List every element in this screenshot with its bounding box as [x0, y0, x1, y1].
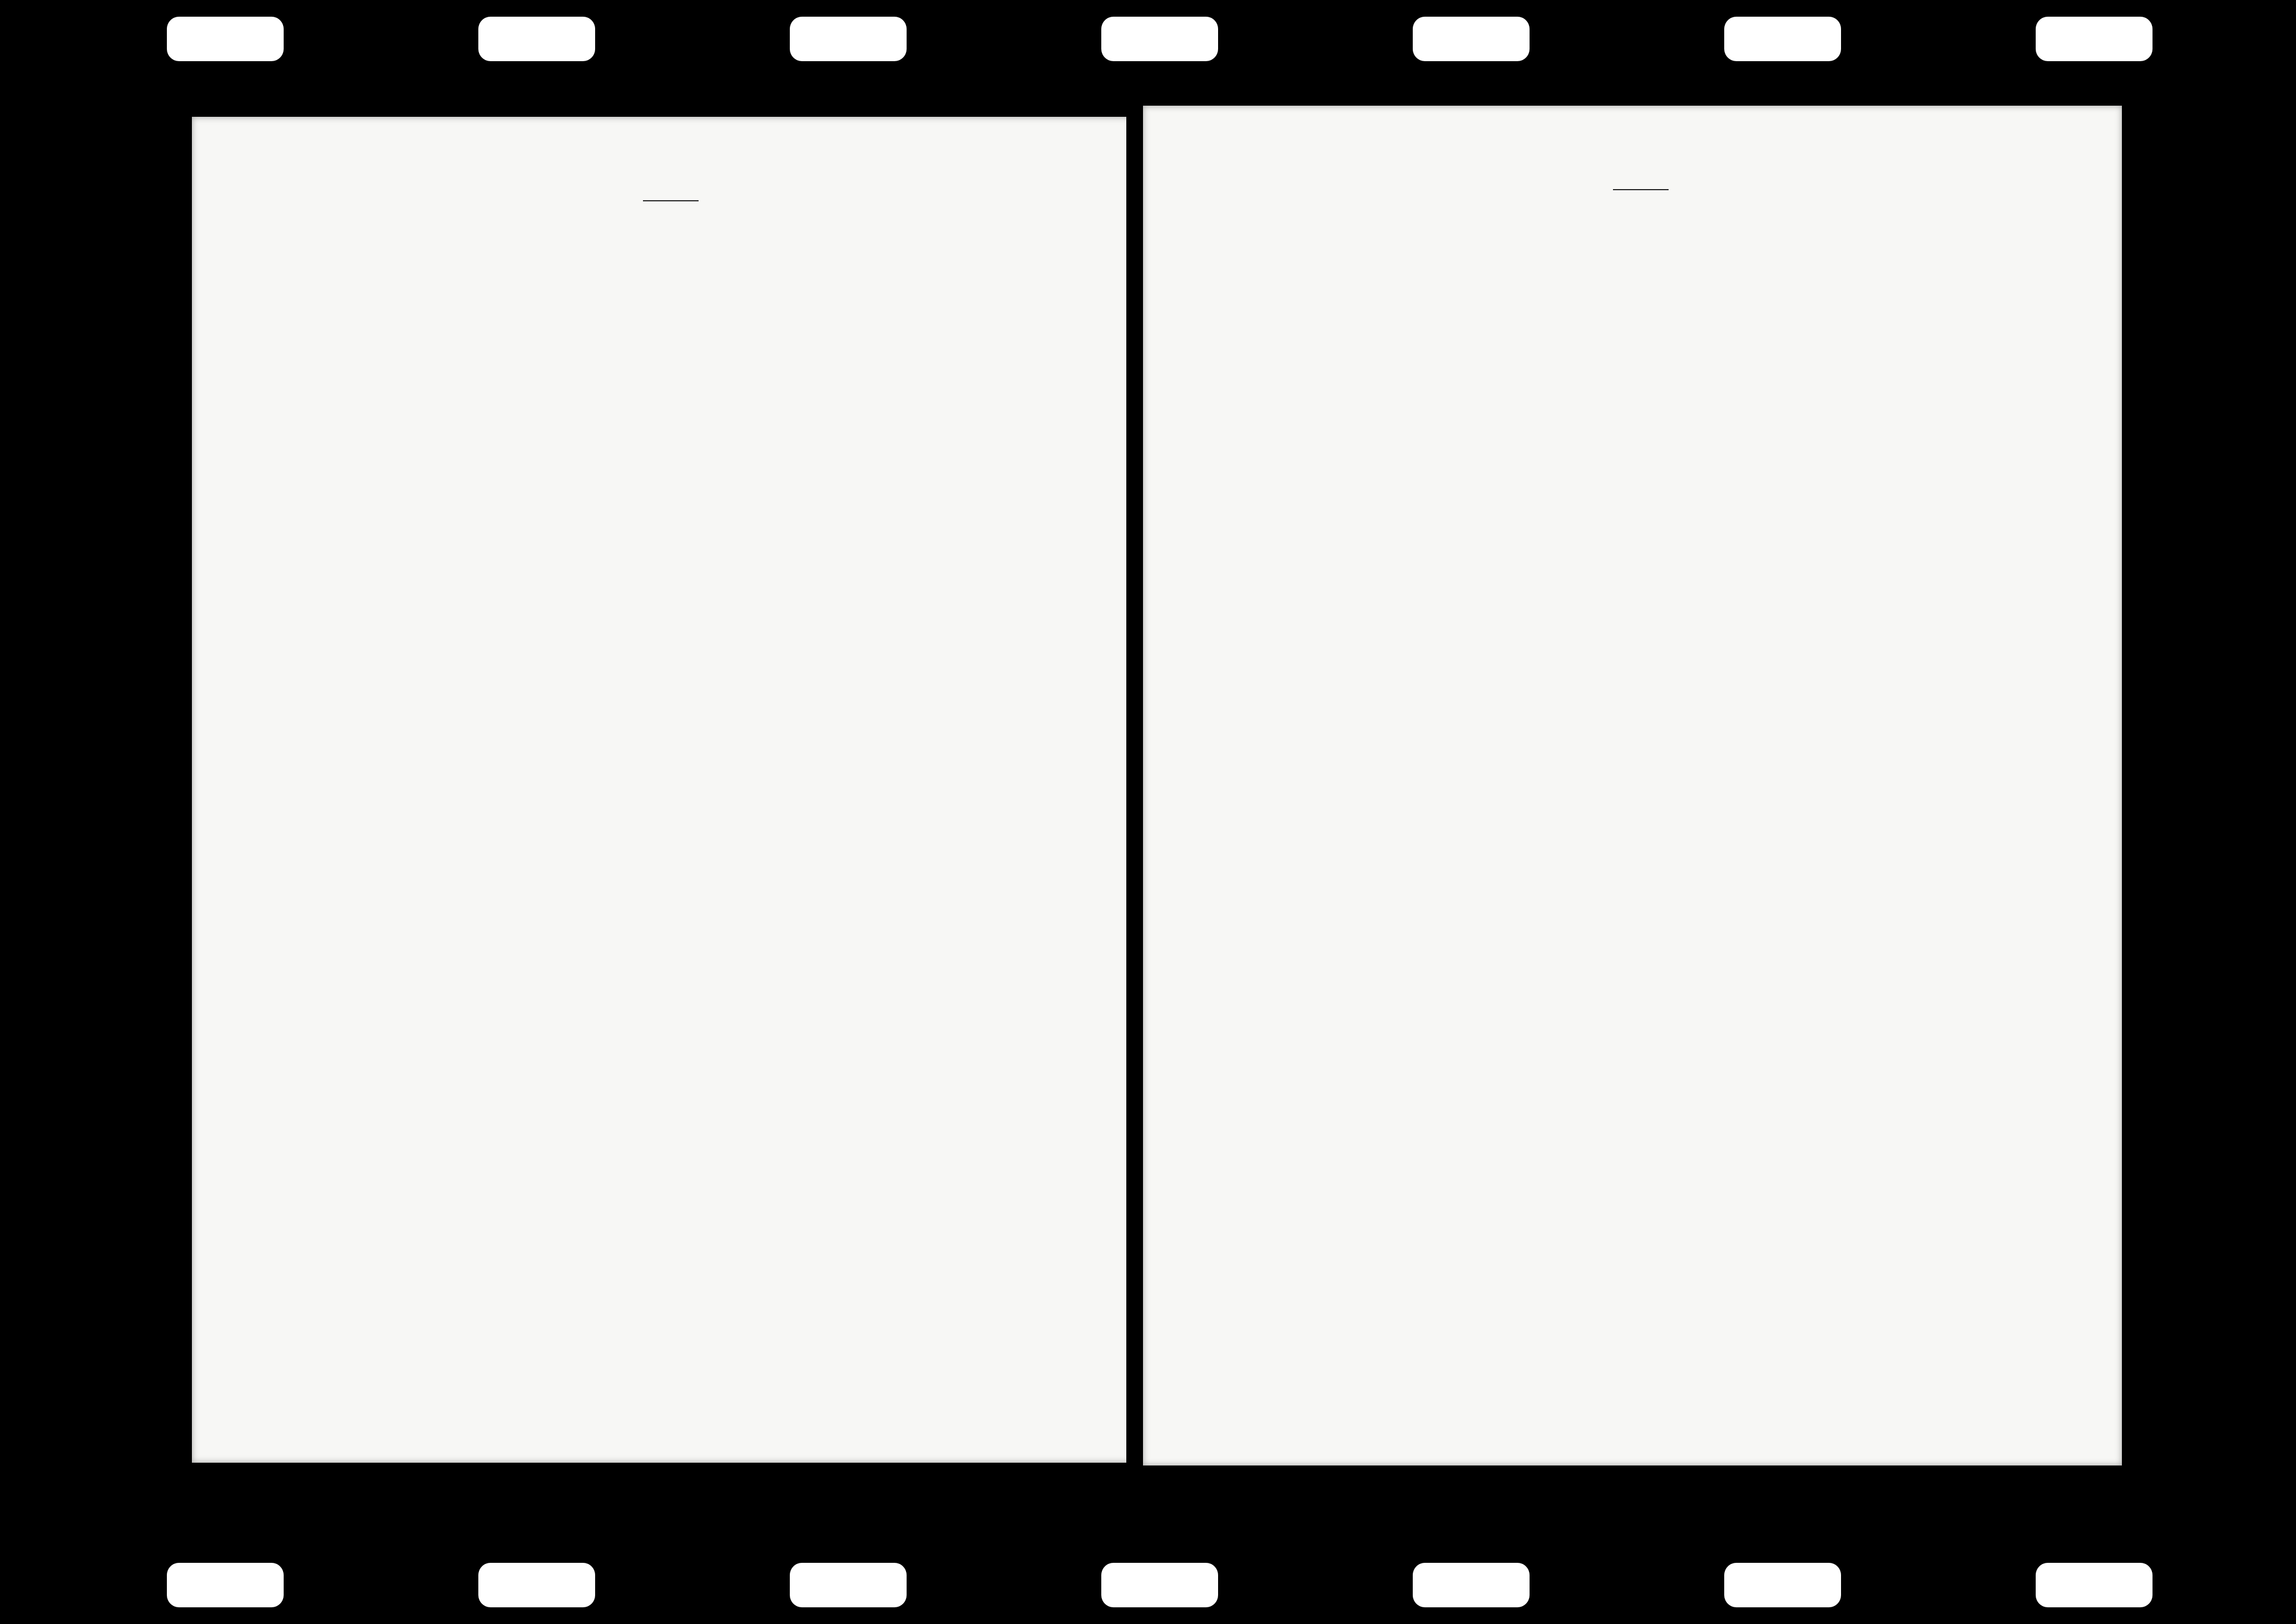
film-perforations-top: [0, 0, 2296, 78]
left-page: [192, 117, 1132, 1463]
perforation: [2036, 17, 2152, 61]
header-rule: [1613, 189, 1669, 190]
film-perforations-bottom: [0, 1546, 2296, 1624]
perforation: [1413, 1563, 1530, 1607]
right-page: [1143, 106, 2122, 1465]
perforation: [1724, 1563, 1841, 1607]
perforation: [1101, 17, 1218, 61]
text-column-1: [1226, 195, 1632, 1435]
perforation: [1724, 17, 1841, 61]
perforation: [790, 17, 907, 61]
perforation: [167, 1563, 284, 1607]
perforation: [2036, 1563, 2152, 1607]
perforation: [1413, 17, 1530, 61]
header-rule: [643, 200, 699, 201]
perforation: [1101, 1563, 1218, 1607]
text-column-1: [284, 206, 673, 1446]
text-column-2: [687, 206, 1076, 1446]
perforation: [790, 1563, 907, 1607]
perforation: [167, 17, 284, 61]
text-column-2: [1669, 195, 2064, 1435]
perforation: [478, 17, 595, 61]
perforation: [478, 1563, 595, 1607]
